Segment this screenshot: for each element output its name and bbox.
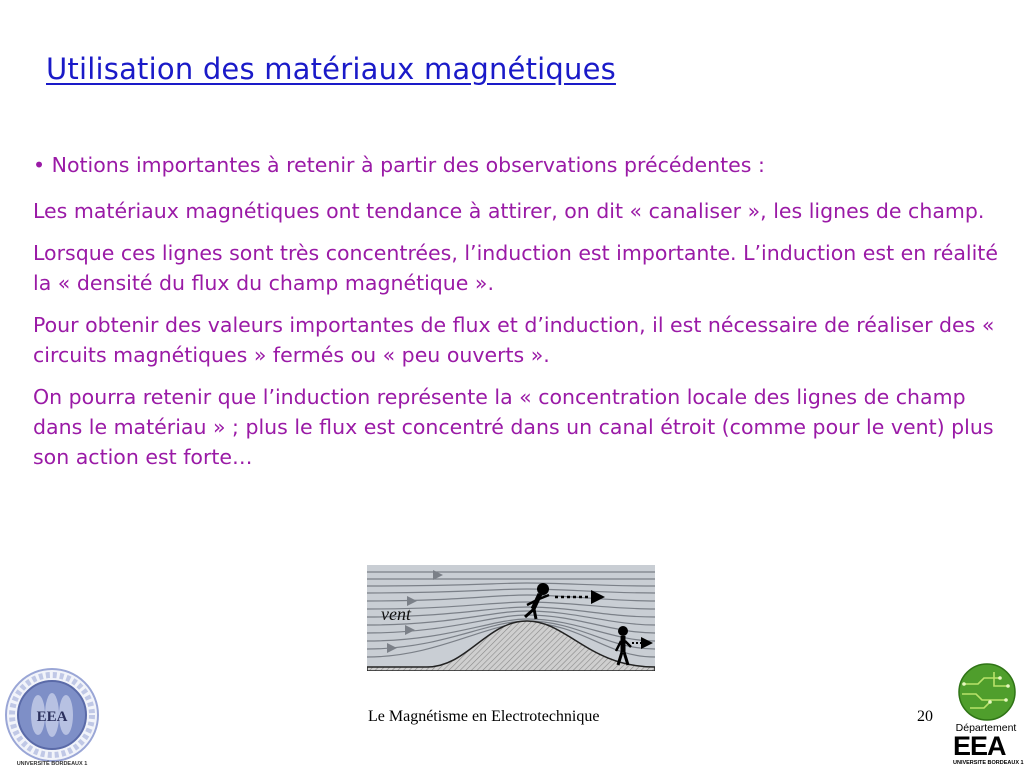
page-number: 20: [917, 708, 933, 725]
right-logo-eea: EEA: [953, 731, 1006, 761]
paragraph-canalisation: Les matériaux magnétiques ont tendance à attirer, on dit « canaliser », les lignes de champ.: [33, 199, 985, 223]
left-logo-university: UNIVERSITÉ BORDEAUX 1: [16, 761, 88, 767]
left-logo-eea-text: EEA: [36, 709, 68, 725]
right-logo-university: UNIVERSITE BORDEAUX 1: [953, 760, 1024, 766]
paragraph-circuits: Pour obtenir des valeurs importantes de flux et d’induction, il est nécessaire de réaliser des « circuits magnétiques » fermés ou « peu ouverts ».: [33, 313, 995, 367]
footer-title: Le Magnétisme en Electrotechnique: [368, 708, 600, 725]
bullet-intro: • Notions importantes à retenir à partir des observations précédentes :: [33, 153, 765, 177]
slide-body: [33, 150, 1008, 484]
paragraph-concentration: On pourra retenir que l’induction représente la « concentration locale des lignes de champ dans le matériau » ; plus le flux est concentré dans un canal étroit (comme pour le vent) plus son action est forte…: [33, 385, 994, 469]
eea-bordeaux-logo-left: [0, 665, 105, 768]
right-logo-department: Département: [955, 722, 1017, 734]
paragraph-induction: Lorsque ces lignes sont très concentrées, l’induction est importante. L’induction est en réalité la « densité du flux du champ magnétique ».: [33, 241, 998, 295]
slide-title: Utilisation des matériaux magnétiques: [46, 52, 616, 86]
figure-label-vent: vent: [381, 604, 411, 624]
wind-hill-figure: [367, 565, 655, 671]
